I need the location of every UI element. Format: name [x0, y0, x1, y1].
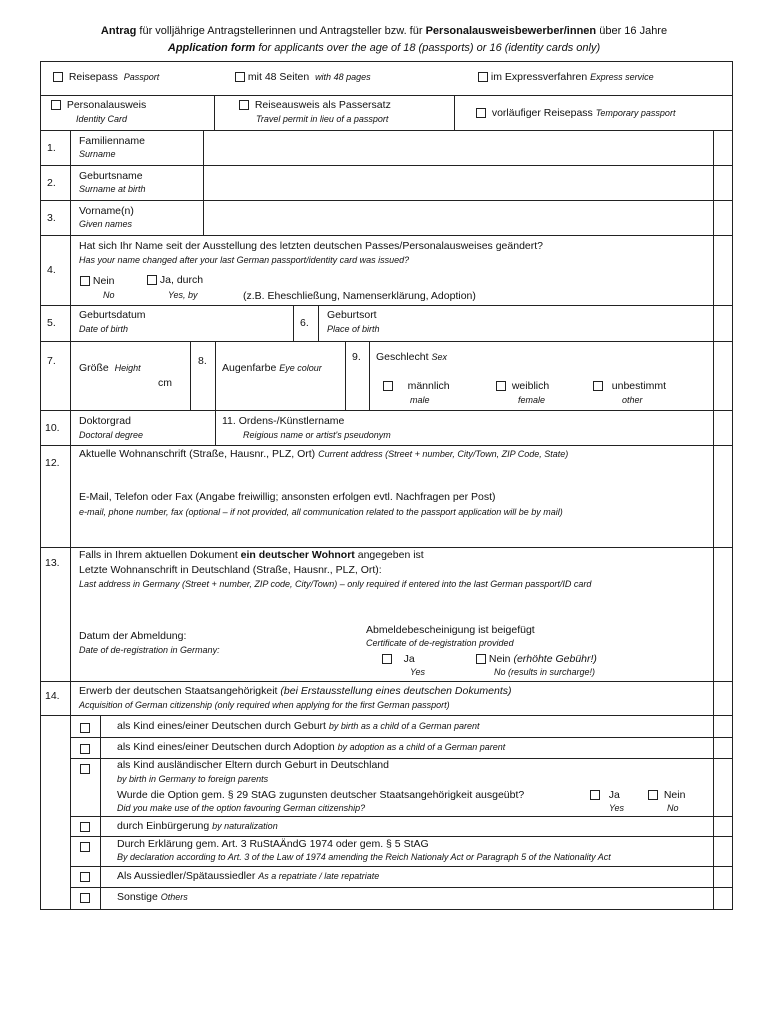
certificate-no-en: No (results in surcharge!) [494, 667, 596, 677]
checkbox-sex-female[interactable] [496, 381, 506, 391]
option-personalausweis[interactable]: Personalausweis [51, 99, 146, 111]
checkbox-personalausweis[interactable] [51, 100, 61, 110]
option-birth-german-parent: als Kind eines/einer Deutschen durch Geburt by birth as a child of a German parent [117, 720, 480, 732]
certificate-no-option[interactable]: Nein (erhöhte Gebühr!) [476, 653, 597, 665]
name-change-yes-en: Yes, by [168, 290, 198, 300]
option-29-question: Wurde die Option gem. § 29 StAG zugunsten deutscher Staatsangehörigkeit ausgeübt? [117, 789, 525, 801]
previous-residence-note: Falls in Ihrem aktuellen Dokument ein deutscher Wohnort angegeben ist [79, 549, 424, 561]
option-reisepass[interactable]: Reisepass Passport [53, 71, 159, 83]
religious-name-label: 11. Ordens-/Künstlername [222, 415, 345, 427]
birth-surname-label: Geburtsname [79, 170, 143, 182]
sex-male-en: male [410, 395, 430, 405]
deregistration-certificate-label-en: Certificate of de-registration provided [366, 638, 514, 648]
checkbox-name-change-yes[interactable] [147, 275, 157, 285]
last-address-label: Letzte Wohnanschrift in Deutschland (Straße, Hausnr., PLZ, Ort): [79, 564, 382, 576]
checkbox-sex-other[interactable] [593, 381, 603, 391]
personalausweis-english: Identity Card [76, 114, 128, 124]
checkbox-reisepass[interactable] [53, 72, 63, 82]
field-number-3: 3. [47, 212, 56, 224]
option-vorlaeufiger-reisepass[interactable]: vorläufiger Reisepass Temporary passport [476, 107, 675, 119]
name-change-question: Hat sich Ihr Name seit der Ausstellung des letzten deutschen Passes/Personalausweises geändert? [79, 240, 544, 252]
surname-label-en: Surname [79, 149, 116, 159]
checkbox-reiseausweis[interactable] [239, 100, 249, 110]
last-address-label-en: Last address in Germany (Street + number, ZIP code, City/Town) – only required if entered into the last German passport/ID card [79, 579, 592, 589]
checkbox-birth-foreign-parents[interactable] [80, 760, 90, 778]
name-change-examples: (z.B. Eheschließung, Namenserklärung, Adoption) [243, 290, 476, 302]
field-number-5: 5. [47, 317, 56, 329]
current-address-label: Aktuelle Wohnanschrift (Straße, Hausnr., PLZ, Ort) Current address (Street + number, City/Town, ZIP Code, State) [79, 448, 569, 460]
contact-label-en: e-mail, phone number, fax (optional – if not provided, all communication related to the passport application will be by mail) [79, 507, 563, 517]
date-of-birth-label: Geburtsdatum [79, 309, 146, 321]
field-number-1: 1. [47, 142, 56, 154]
option-declaration-en: By declaration according to Art. 3 of the Law of 1974 amending the Reich Nationaly Act or Paragraph 5 of the Nationality Act [117, 852, 611, 862]
surname-input[interactable] [205, 132, 711, 163]
checkbox-sex-male[interactable] [383, 381, 393, 391]
option-declaration: Durch Erklärung gem. Art. 3 RuStAÄndG 1974 oder gem. § 5 StAG [117, 838, 429, 850]
checkbox-repatriate[interactable] [80, 868, 90, 886]
field-number-10: 10. [45, 422, 60, 434]
sex-female-option[interactable]: weiblich [496, 380, 549, 392]
option-29-no-en: No [667, 803, 679, 813]
checkbox-certificate-no[interactable] [476, 654, 486, 664]
checkbox-express[interactable] [478, 72, 488, 82]
sex-other-option[interactable]: unbestimmt [593, 380, 666, 392]
option-express[interactable]: im Expressverfahren Express service [478, 71, 654, 83]
given-names-label-en: Given names [79, 219, 133, 229]
deregistration-date-label-en: Date of de-registration in Germany: [79, 645, 220, 655]
birth-surname-label-en: Surname at birth [79, 184, 146, 194]
field-number-14: 14. [45, 690, 60, 702]
checkbox-option-29-yes[interactable] [590, 790, 600, 800]
name-change-question-en: Has your name changed after your last German passport/identity card was issued? [79, 255, 410, 265]
place-of-birth-label: Geburtsort [327, 309, 377, 321]
option-repatriate: Als Aussiedler/Spätaussiedler As a repatriate / late repatriate [117, 870, 380, 882]
option-naturalization: durch Einbürgerung by naturalization [117, 820, 278, 832]
option-29-yes[interactable]: Ja [590, 789, 620, 801]
name-change-yes[interactable]: Ja, durch [147, 274, 203, 286]
sex-female-en: female [518, 395, 546, 405]
field-number-8: 8. [198, 355, 207, 367]
checkbox-48-pages[interactable] [235, 72, 245, 82]
deregistration-date-label: Datum der Abmeldung: [79, 630, 187, 642]
checkbox-option-29-no[interactable] [648, 790, 658, 800]
sex-male-option[interactable]: männlich [383, 380, 450, 392]
given-names-label: Vorname(n) [79, 205, 134, 217]
option-48-pages[interactable]: mit 48 Seiten with 48 pages [235, 71, 371, 83]
checkbox-adoption-german-parent[interactable] [80, 740, 90, 758]
form-title-english: Application form for applicants over the age of 18 (passports) or 16 (identity cards only) [167, 42, 601, 54]
field-number-12: 12. [45, 457, 60, 469]
reiseausweis-english: Travel permit in lieu of a passport [256, 114, 389, 124]
doctoral-degree-label: Doktorgrad [79, 415, 131, 427]
eye-colour-label: Augenfarbe Eye colour [222, 362, 322, 374]
option-29-no[interactable]: Nein [648, 789, 685, 801]
height-label: Größe Height [79, 362, 141, 374]
option-birth-foreign-parents-en: by birth in Germany to foreign parents [117, 774, 269, 784]
date-of-birth-label-en: Date of birth [79, 324, 129, 334]
field-number-13: 13. [45, 557, 60, 569]
checkbox-certificate-yes[interactable] [382, 654, 392, 664]
doctoral-degree-label-en: Doctoral degree [79, 430, 144, 440]
checkbox-naturalization[interactable] [80, 818, 90, 836]
name-change-no-en: No [103, 290, 115, 300]
place-of-birth-label-en: Place of birth [327, 324, 380, 334]
checkbox-vorlaeufiger-reisepass[interactable] [476, 108, 486, 118]
surname-label: Familienname [79, 135, 145, 147]
religious-name-label-en: Reigious name or artist's pseudonym [243, 430, 391, 440]
field-number-2: 2. [47, 177, 56, 189]
deregistration-certificate-label: Abmeldebescheinigung ist beigefügt [366, 624, 535, 636]
option-adoption-german-parent: als Kind eines/einer Deutschen durch Adoption by adoption as a child of a German parent [117, 741, 506, 753]
checkbox-declaration[interactable] [80, 838, 90, 856]
field-number-9: 9. [352, 351, 361, 363]
option-others: Sonstige Others [117, 891, 188, 903]
form-title-german: Antrag für volljährige Antragstellerinnen und Antragsteller bzw. für Personalausweisbewerber/innen über 16 Jahre [100, 25, 668, 37]
field-number-7: 7. [47, 355, 56, 367]
certificate-yes-option[interactable]: Ja [382, 653, 415, 665]
certificate-yes-en: Yes [410, 667, 426, 677]
sex-other-en: other [622, 395, 643, 405]
birth-surname-input[interactable] [205, 167, 711, 198]
checkbox-birth-german-parent[interactable] [80, 719, 90, 737]
contact-label: E-Mail, Telefon oder Fax (Angabe freiwillig; ansonsten erfolgen evtl. Nachfragen per Post) [79, 491, 496, 503]
field-number-4: 4. [47, 264, 56, 276]
option-birth-foreign-parents: als Kind ausländischer Eltern durch Geburt in Deutschland [117, 759, 389, 771]
option-29-yes-en: Yes [609, 803, 625, 813]
field-number-6: 6. [300, 317, 309, 329]
sex-label: Geschlecht Sex [376, 351, 447, 363]
option-reiseausweis[interactable]: Reiseausweis als Passersatz [239, 99, 391, 111]
citizenship-acquisition-label-en: Acquisition of German citizenship (only required when applying for the first German passport) [79, 700, 450, 710]
height-unit: cm [158, 377, 172, 389]
name-change-no[interactable]: Nein [80, 275, 115, 287]
option-29-question-en: Did you make use of the option favouring German citizenship? [117, 803, 366, 813]
checkbox-others[interactable] [80, 889, 90, 907]
checkbox-name-change-no[interactable] [80, 276, 90, 286]
citizenship-acquisition-label: Erwerb der deutschen Staatsangehörigkeit (bei Erstausstellung eines deutschen Dokuments) [79, 685, 512, 697]
given-names-input[interactable] [205, 202, 711, 233]
